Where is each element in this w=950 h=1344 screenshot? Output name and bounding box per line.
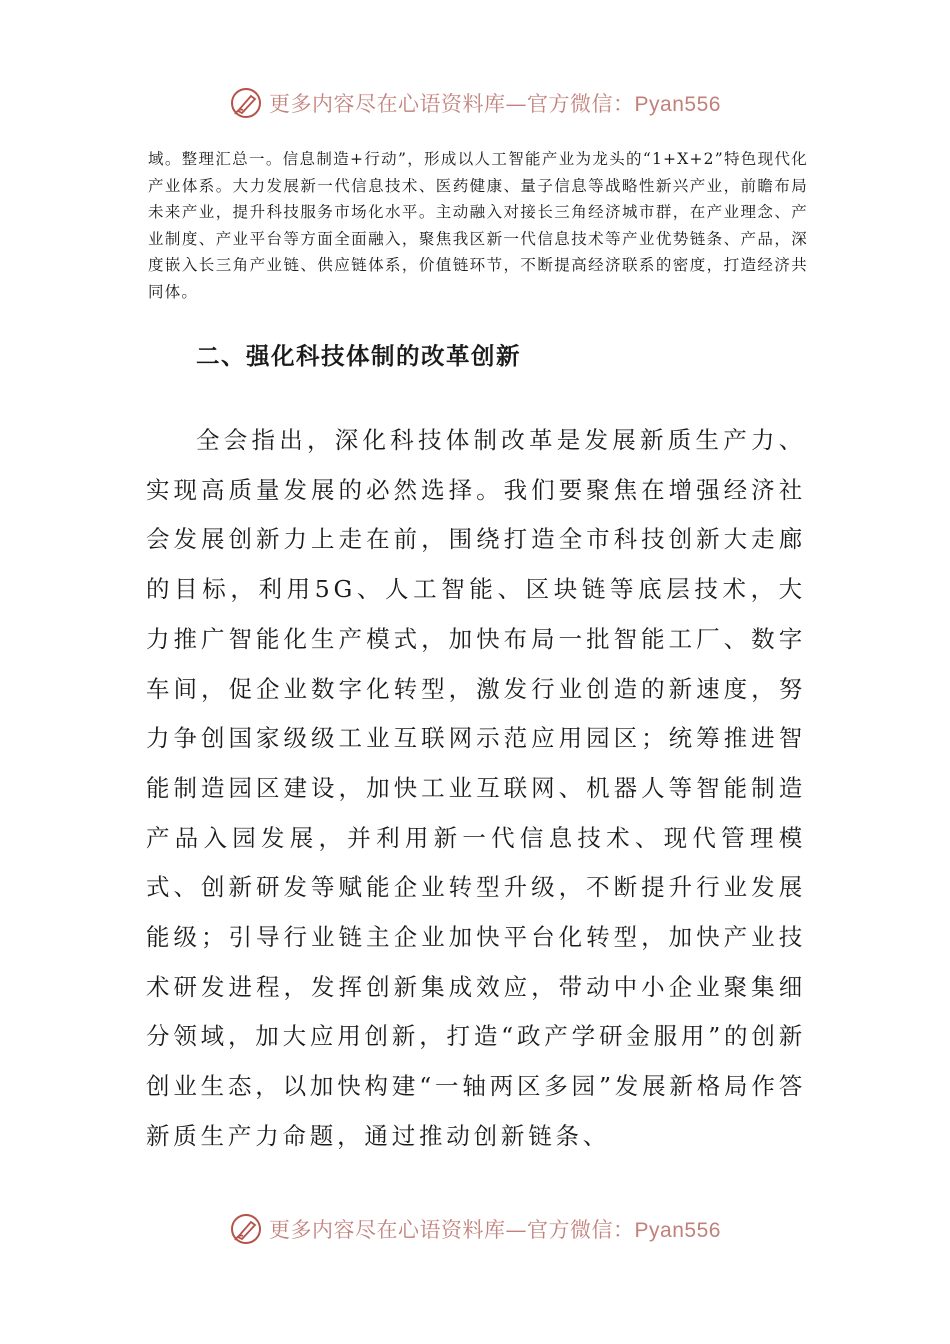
carryover-paragraph: 域。整理汇总一。信息制造+行动”，形成以人工智能产业为龙头的“1+X+2”特色现代化产业体系。大力发展新一代信息技术、医药健康、量子信息等战略性新兴产业，前瞻布局未来产业，提升科技服务市场化水平。主动融入对接长三角经济城市群，在产业理念、产业制度、产业平台等方面全面融入，聚焦我区新一代信息技术等产业优势链条、产品，深度嵌入长三角产业链、供应链体系，价值链环节，不断提高经济联系的密度，打造经济共同体。 [148,150,808,301]
section-heading: 二、强化科技体制的改革创新 [196,342,521,370]
watermark-text: 更多内容尽在心语资料库—官方微信：Pyan556 [269,1218,721,1242]
watermark-text: 更多内容尽在心语资料库—官方微信：Pyan556 [269,92,721,116]
body-paragraph: 全会指出，深化科技体制改革是发展新质生产力、实现高质量发展的必然选择。我们要聚焦在增强经济社会发展创新力上走在前，围绕打造全市科技创新大走廊的目标，利用5G、人工智能、区块链等底层技术，大力推广智能化生产模式，加快布局一批智能工厂、数字车间，促企业数字化转型，激发行业创造的新速度，努力争创国家级级工业互联网示范应用园区；统筹推进智能制造园区建设，加快工业互联网、机器人等智能制造产品入园发展，并利用新一代信息技术、现代管理模式、创新研发等赋能企业转型升级，不断提升行业发展能级；引导行业链主企业加快平台化转型，加快产业技术研发进程，发挥创新集成效应，带动中小企业聚集细分领域，加大应用创新，打造“政产学研金服用”的创新创业生态，以加快构建“一轴两区多园”发展新格局作答新质生产力命题，通过推动创新链条、 [146,426,806,1150]
footer-watermark [0,1212,950,1246]
pen-nib-logo-icon [229,1212,263,1246]
header-watermark [0,86,950,120]
pen-nib-logo-icon [229,86,263,120]
